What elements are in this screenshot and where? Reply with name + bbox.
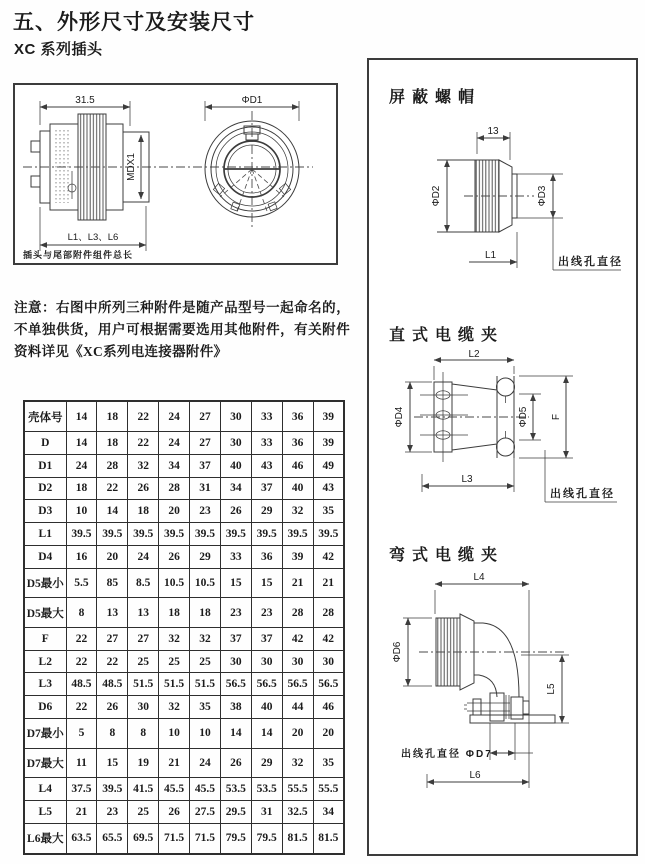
angled-dim-l4: L4 <box>473 572 485 583</box>
table-cell: 10.5 <box>190 568 221 598</box>
row-label-cell: L5 <box>24 801 66 824</box>
table-cell: 22 <box>97 477 128 500</box>
table-cell: 30 <box>220 650 251 673</box>
table-cell: 20 <box>159 500 190 523</box>
page-subtitle: XC 系列插头 <box>14 41 103 58</box>
plug-length-caption: 插头与尾部附件组件总长 <box>23 250 134 260</box>
straight-clamp-drawing <box>369 350 636 520</box>
table-cell: 27.5 <box>190 801 221 824</box>
table-cell: 42 <box>313 545 344 568</box>
table-cell: 35 <box>313 748 344 778</box>
table-cell: 51.5 <box>159 673 190 696</box>
plug-dim-thread: MDX1 <box>126 153 137 181</box>
row-label-cell: L2 <box>24 650 66 673</box>
angled-dim-d6: ΦD6 <box>392 641 403 663</box>
table-cell: 39.5 <box>313 523 344 546</box>
table-cell: 56.5 <box>313 673 344 696</box>
row-label-cell: F <box>24 627 66 650</box>
table-cell: 43 <box>251 454 282 477</box>
table-row <box>24 696 344 719</box>
nut-outlet-caption: 出线孔直径 <box>558 256 623 268</box>
straight-dim-d4: ΦD4 <box>394 406 405 428</box>
table-cell: 30 <box>313 650 344 673</box>
table-cell: 39.5 <box>97 523 128 546</box>
table-row <box>24 568 344 598</box>
table-cell: 32 <box>282 500 313 523</box>
table-cell: 14 <box>97 500 128 523</box>
table-cell: 39.5 <box>66 523 97 546</box>
nut-dim-d2: ΦD2 <box>431 185 442 207</box>
table-cell: 21 <box>282 568 313 598</box>
table-cell: 37 <box>190 454 221 477</box>
table-header-cell: 39 <box>313 401 344 432</box>
row-label-cell: L3 <box>24 673 66 696</box>
table-cell: 13 <box>97 598 128 628</box>
table-cell: 40 <box>251 696 282 719</box>
row-label-cell: D2 <box>24 477 66 500</box>
table-header-cell: 33 <box>251 401 282 432</box>
table-cell: 37 <box>251 627 282 650</box>
table-row <box>24 598 344 628</box>
table-cell: 34 <box>159 454 190 477</box>
table-cell: 24 <box>159 432 190 455</box>
table-cell: 15 <box>220 568 251 598</box>
table-cell: 18 <box>66 477 97 500</box>
table-cell: 35 <box>190 696 221 719</box>
table-cell: 29 <box>190 545 221 568</box>
table-cell: 51.5 <box>128 673 159 696</box>
table-cell: 49 <box>313 454 344 477</box>
table-cell: 10.5 <box>159 568 190 598</box>
table-cell: 81.5 <box>313 823 344 854</box>
table-cell: 20 <box>97 545 128 568</box>
table-cell: 26 <box>220 500 251 523</box>
table-cell: 30 <box>282 650 313 673</box>
table-cell: 69.5 <box>128 823 159 854</box>
angled-clamp-drawing <box>369 570 636 800</box>
table-cell: 42 <box>282 627 313 650</box>
table-cell: 29.5 <box>220 801 251 824</box>
table-cell: 56.5 <box>220 673 251 696</box>
table-row <box>24 801 344 824</box>
table-cell: 79.5 <box>220 823 251 854</box>
table-header-row <box>24 401 344 432</box>
table-cell: 5.5 <box>66 568 97 598</box>
table-cell: 26 <box>220 748 251 778</box>
table-cell: 10 <box>159 718 190 748</box>
table-cell: 27 <box>190 432 221 455</box>
table-cell: 37.5 <box>66 778 97 801</box>
row-label-cell: D4 <box>24 545 66 568</box>
table-cell: 23 <box>190 500 221 523</box>
table-cell: 39.5 <box>251 523 282 546</box>
dimension-table <box>23 400 345 855</box>
table-cell: 29 <box>251 500 282 523</box>
table-cell: 46 <box>282 454 313 477</box>
table-cell: 30 <box>220 432 251 455</box>
table-cell: 26 <box>97 696 128 719</box>
table-cell: 22 <box>66 650 97 673</box>
table-cell: 22 <box>97 650 128 673</box>
note-text: 注意：右图中所列三种附件是随产品型号一起命名的，不单独供货，用户可根据需要选用其他附件，有关附件资料详见《XC系列电连接器附件》 <box>14 300 350 359</box>
table-cell: 20 <box>282 718 313 748</box>
table-row <box>24 432 344 455</box>
table-header-cell: 18 <box>97 401 128 432</box>
table-cell: 79.5 <box>251 823 282 854</box>
table-cell: 41.5 <box>128 778 159 801</box>
table-cell: 25 <box>190 650 221 673</box>
accessory-title-straight: 直式电缆夹 <box>389 327 505 344</box>
table-cell: 39.5 <box>159 523 190 546</box>
table-cell: 25 <box>128 801 159 824</box>
table-cell: 39.5 <box>128 523 159 546</box>
table-cell: 21 <box>159 748 190 778</box>
table-cell: 22 <box>66 696 97 719</box>
table-cell: 32 <box>190 627 221 650</box>
angled-dim-l5: L5 <box>546 683 557 695</box>
table-cell: 48.5 <box>66 673 97 696</box>
table-cell: 31 <box>190 477 221 500</box>
nut-dim-l1: L1 <box>485 250 497 261</box>
table-cell: 19 <box>128 748 159 778</box>
table-cell: 43 <box>313 477 344 500</box>
table-row <box>24 650 344 673</box>
table-cell: 23 <box>97 801 128 824</box>
table-cell: 37 <box>251 477 282 500</box>
table-cell: 14 <box>220 718 251 748</box>
table-cell: 14 <box>66 432 97 455</box>
straight-dim-f: F <box>551 413 562 421</box>
table-row <box>24 523 344 546</box>
table-cell: 53.5 <box>251 778 282 801</box>
table-cell: 33 <box>220 545 251 568</box>
table-header-cell: 30 <box>220 401 251 432</box>
table-cell: 36 <box>251 545 282 568</box>
table-cell: 39.5 <box>282 523 313 546</box>
row-label-cell: D6 <box>24 696 66 719</box>
table-cell: 39.5 <box>220 523 251 546</box>
straight-outlet-caption: 出线孔直径 <box>550 488 615 500</box>
page-title: 五、外形尺寸及安装尺寸 <box>13 11 255 34</box>
table-cell: 25 <box>128 650 159 673</box>
table-cell: 23 <box>251 598 282 628</box>
table-cell: 27 <box>97 627 128 650</box>
table-cell: 26 <box>159 545 190 568</box>
table-header-cell: 14 <box>66 401 97 432</box>
table-cell: 39 <box>282 545 313 568</box>
row-label-cell: L4 <box>24 778 66 801</box>
table-cell: 21 <box>66 801 97 824</box>
table-row <box>24 545 344 568</box>
plug-outline-drawing <box>15 85 336 263</box>
table-cell: 35 <box>313 500 344 523</box>
table-cell: 18 <box>97 432 128 455</box>
table-row <box>24 778 344 801</box>
table-row <box>24 718 344 748</box>
table-cell: 53.5 <box>220 778 251 801</box>
table-cell: 71.5 <box>159 823 190 854</box>
table-cell: 18 <box>159 598 190 628</box>
table-cell: 31 <box>251 801 282 824</box>
table-cell: 24 <box>128 545 159 568</box>
table-cell: 42 <box>313 627 344 650</box>
table-cell: 71.5 <box>190 823 221 854</box>
table-cell: 65.5 <box>97 823 128 854</box>
table-cell: 32 <box>282 748 313 778</box>
table-cell: 28 <box>159 477 190 500</box>
table-cell: 32 <box>159 627 190 650</box>
table-cell: 34 <box>313 801 344 824</box>
table-cell: 27 <box>128 627 159 650</box>
table-row <box>24 748 344 778</box>
row-label-cell: D7最小 <box>24 718 66 748</box>
row-label-cell: D5最大 <box>24 598 66 628</box>
table-cell: 28 <box>313 598 344 628</box>
table-cell: 38 <box>220 696 251 719</box>
row-label-cell: D5最小 <box>24 568 66 598</box>
table-cell: 22 <box>128 432 159 455</box>
table-cell: 8.5 <box>128 568 159 598</box>
table-cell: 14 <box>251 718 282 748</box>
table-cell: 5 <box>66 718 97 748</box>
row-label-cell: L6最大 <box>24 823 66 854</box>
table-cell: 21 <box>313 568 344 598</box>
table-header-cell: 36 <box>282 401 313 432</box>
table-row <box>24 627 344 650</box>
straight-dim-d5: ΦD5 <box>518 406 529 428</box>
table-cell: 44 <box>282 696 313 719</box>
table-cell: 8 <box>97 718 128 748</box>
straight-dim-l2: L2 <box>468 349 480 360</box>
table-cell: 8 <box>128 718 159 748</box>
table-cell: 32 <box>159 696 190 719</box>
accessory-title-angled: 弯式电缆夹 <box>389 547 505 564</box>
row-label-cell: D <box>24 432 66 455</box>
table-cell: 29 <box>251 748 282 778</box>
table-cell: 39.5 <box>97 778 128 801</box>
table-header-cell: 22 <box>128 401 159 432</box>
row-label-cell: D3 <box>24 500 66 523</box>
table-cell: 39.5 <box>190 523 221 546</box>
table-cell: 8 <box>66 598 97 628</box>
row-label-cell: L1 <box>24 523 66 546</box>
table-cell: 46 <box>313 696 344 719</box>
table-cell: 24 <box>190 748 221 778</box>
table-cell: 26 <box>128 477 159 500</box>
table-cell: 48.5 <box>97 673 128 696</box>
table-cell: 30 <box>128 696 159 719</box>
table-cell: 15 <box>251 568 282 598</box>
table-cell: 13 <box>128 598 159 628</box>
angled-outlet-caption: 出线孔直径 ΦD7 <box>401 749 493 760</box>
plug-dim-lengths: L1、L3、L6 <box>67 232 119 243</box>
accessory-title-nut: 屏蔽螺帽 <box>389 89 482 106</box>
table-cell: 28 <box>282 598 313 628</box>
angled-dim-l6: L6 <box>469 770 481 781</box>
table-cell: 56.5 <box>282 673 313 696</box>
table-cell: 45.5 <box>159 778 190 801</box>
table-cell: 55.5 <box>282 778 313 801</box>
table-row <box>24 823 344 854</box>
table-cell: 33 <box>251 432 282 455</box>
table-header-cell: 27 <box>190 401 221 432</box>
table-cell: 25 <box>159 650 190 673</box>
row-label-cell: D7最大 <box>24 748 66 778</box>
table-cell: 63.5 <box>66 823 97 854</box>
table-cell: 34 <box>220 477 251 500</box>
table-cell: 56.5 <box>251 673 282 696</box>
table-cell: 11 <box>66 748 97 778</box>
table-cell: 85 <box>97 568 128 598</box>
table-cell: 10 <box>190 718 221 748</box>
table-cell: 45.5 <box>190 778 221 801</box>
table-row <box>24 477 344 500</box>
table-cell: 23 <box>220 598 251 628</box>
table-cell: 18 <box>128 500 159 523</box>
table-cell: 39 <box>313 432 344 455</box>
table-cell: 40 <box>220 454 251 477</box>
plug-dim-31-5: 31.5 <box>75 95 95 106</box>
table-cell: 26 <box>159 801 190 824</box>
nut-dim-d3: ΦD3 <box>537 185 548 207</box>
table-row <box>24 454 344 477</box>
plug-outline-figure <box>13 83 338 265</box>
table-cell: 36 <box>282 432 313 455</box>
shield-nut-drawing <box>369 110 636 280</box>
table-cell: 51.5 <box>190 673 221 696</box>
table-cell: 16 <box>66 545 97 568</box>
accessories-panel <box>367 58 638 856</box>
table-cell: 18 <box>190 598 221 628</box>
table-cell: 22 <box>66 627 97 650</box>
table-cell: 37 <box>220 627 251 650</box>
plug-dim-d1: ΦD1 <box>241 95 263 106</box>
table-cell: 32 <box>128 454 159 477</box>
table-row <box>24 500 344 523</box>
table-cell: 28 <box>97 454 128 477</box>
row-label-cell: D1 <box>24 454 66 477</box>
table-cell: 32.5 <box>282 801 313 824</box>
table-cell: 24 <box>66 454 97 477</box>
table-cell: 81.5 <box>282 823 313 854</box>
straight-dim-l3: L3 <box>461 474 473 485</box>
table-row <box>24 673 344 696</box>
table-cell: 30 <box>251 650 282 673</box>
table-cell: 55.5 <box>313 778 344 801</box>
dimension-table-body <box>24 401 344 854</box>
table-cell: 10 <box>66 500 97 523</box>
table-header-cell: 壳体号 <box>24 401 66 432</box>
table-header-cell: 24 <box>159 401 190 432</box>
table-cell: 15 <box>97 748 128 778</box>
table-cell: 20 <box>313 718 344 748</box>
nut-dim-13: 13 <box>487 126 499 137</box>
table-cell: 40 <box>282 477 313 500</box>
